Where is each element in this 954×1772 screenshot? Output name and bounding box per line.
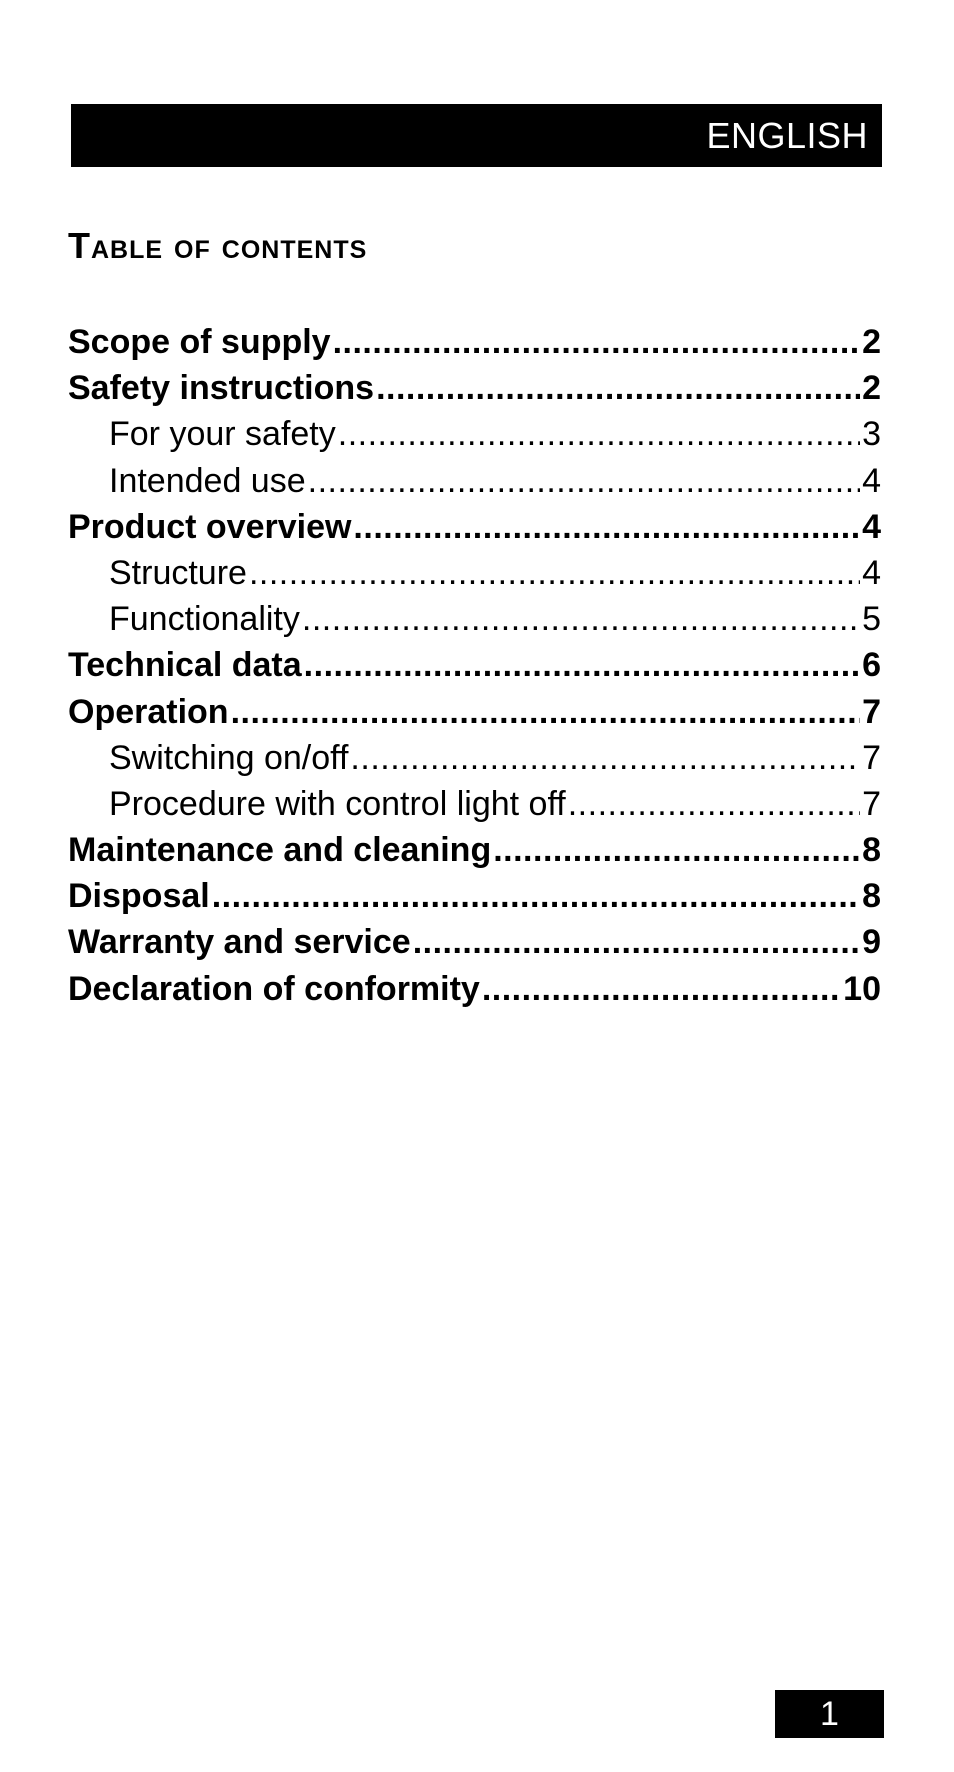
toc-entry-page: 2 <box>862 323 881 361</box>
toc-entry-label: Intended use <box>109 461 306 500</box>
toc-entry-label: Functionality <box>109 600 300 639</box>
toc-entry[interactable] <box>68 642 881 688</box>
toc-entry[interactable] <box>68 919 881 965</box>
toc-entry[interactable] <box>68 365 881 411</box>
toc-leader-dots <box>249 550 860 596</box>
page-title: Table of contents <box>68 225 368 266</box>
toc-leader-dots <box>231 689 861 735</box>
toc-entry-page: 9 <box>862 923 881 962</box>
toc-entry-label: Procedure with control light off <box>109 784 566 823</box>
page-number-box <box>775 1690 884 1738</box>
toc-subentry[interactable] <box>68 550 881 596</box>
toc-leader-dots <box>568 781 860 827</box>
toc-subentry[interactable] <box>68 596 881 642</box>
toc-entry-label: Declaration of conformity <box>68 969 480 1008</box>
toc-entry-label: Maintenance and cleaning <box>68 831 492 870</box>
toc-entry-page: 2 <box>862 369 881 408</box>
toc-leader-dots <box>493 827 860 873</box>
toc-entry[interactable] <box>68 966 881 1012</box>
toc-entry-page: 10 <box>843 969 881 1008</box>
toc-entry[interactable] <box>68 504 881 550</box>
toc-entry-label: Operation <box>68 692 229 731</box>
toc-entry-label: For your safety <box>109 415 336 454</box>
language-header-bar <box>71 104 882 167</box>
toc-entry-label: Warranty and service <box>68 923 411 962</box>
toc-entry-label: Scope of supply <box>68 323 331 361</box>
toc-leader-dots <box>212 873 860 919</box>
toc-leader-dots <box>338 411 860 457</box>
toc-entry-page: 7 <box>862 692 881 731</box>
toc-subentry[interactable] <box>68 781 881 827</box>
page-number: 1 <box>820 1694 839 1733</box>
toc-subentry[interactable] <box>68 411 881 457</box>
toc-leader-dots <box>333 319 860 365</box>
language-label: ENGLISH <box>706 114 868 156</box>
toc-entry[interactable] <box>68 319 881 365</box>
toc-leader-dots <box>308 458 860 504</box>
toc-entry-page: 7 <box>862 738 881 777</box>
toc-subentry[interactable] <box>68 735 881 781</box>
toc-entry-label: Product overview <box>68 507 352 546</box>
toc-entry-label: Disposal <box>68 877 210 916</box>
toc-entry-page: 5 <box>862 600 881 639</box>
toc-entry-page: 6 <box>862 646 881 685</box>
toc-entry-page: 8 <box>862 877 881 916</box>
toc-leader-dots <box>302 596 860 642</box>
toc-entry-page: 7 <box>862 784 881 823</box>
toc-leader-dots <box>413 919 860 965</box>
toc-leader-dots <box>350 735 860 781</box>
toc-leader-dots <box>376 365 860 411</box>
toc-entry-label: Safety instructions <box>68 369 375 408</box>
toc-subentry[interactable] <box>68 458 881 504</box>
toc-leader-dots <box>304 642 860 688</box>
toc-entry-page: 4 <box>862 461 881 500</box>
toc-entry-page: 3 <box>862 415 881 454</box>
toc-entry-page: 4 <box>862 507 881 546</box>
toc-entry-page: 8 <box>862 831 881 870</box>
toc-leader-dots <box>482 966 841 1012</box>
toc-entry-label: Structure <box>109 553 247 592</box>
table-of-contents <box>68 319 881 1012</box>
toc-entry[interactable] <box>68 873 881 919</box>
toc-leader-dots <box>353 504 860 550</box>
toc-entry-page: 4 <box>862 553 881 592</box>
toc-entry[interactable] <box>68 689 881 735</box>
toc-entry[interactable] <box>68 827 881 873</box>
toc-entry-label: Switching on/off <box>109 738 349 777</box>
toc-entry-label: Technical data <box>68 646 302 685</box>
